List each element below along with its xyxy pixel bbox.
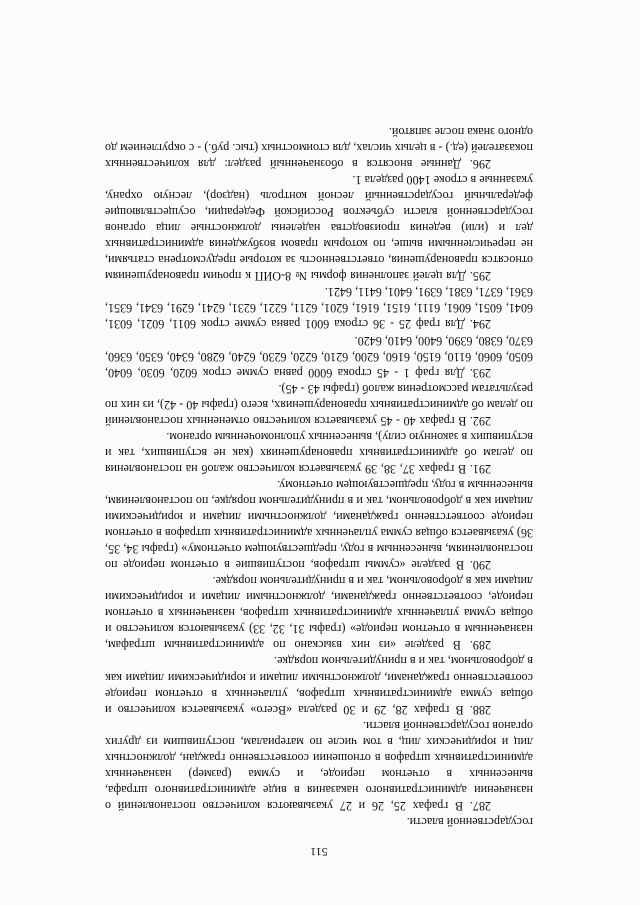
paragraph-287: 287. В графах 25, 26 и 27 указываются количество постановлений о назначении административного наказания в виде административного штрафа, вынесенных в отчетном периоде, и сумма (размер) назначенных административных штрафов в отношении соответственно граждан, должностных лиц и юридических лиц, в том числе по материалам, поступившим из других органов государственной власти. bbox=[105, 718, 533, 813]
document-body bbox=[105, 124, 533, 860]
paragraph-296: 296. Данные вносятся в обозначенный раздел: для количественных показателей (ед.) - в целых числах, для стоимостных (тыс. руб.) - с округлением до одного знака после запятой. bbox=[105, 124, 533, 172]
paragraph-295: 295. Для целей заполнения формы № 8-ОИП к прочим правонарушениям относятся правонарушения, ответственность за которые предусмотрена статьями, не перечисленными выше, по которым правом возбуждения административных дел и (или) ведения производства наделены должностные лица органов государственной власти субъектов Российской Федерации, осуществляющие федеральный государственный лесной контроль (надзор), лесную охрану, указанные в строке 1400 раздела 1. bbox=[105, 173, 533, 284]
paragraph-291: 291. В графах 37, 38, 39 указывается количество жалоб на постановления по делам об административных правонарушениях (как не вступивших, так и вступивших в законную силу), вынесенных уполномоченным органом. bbox=[105, 429, 533, 476]
paragraph-294: 294. Для граф 25 - 36 строка 6001 равна сумме строк 6011, 6021, 6031, 6041, 6051, 6061, 6111, 6151, 6161, 6201, 6211, 6221, 6231, 6241, 6291, 6341, 6351, 6361, 6371, 6381, 6391, 6401, 6411, 6421. bbox=[105, 285, 533, 332]
paragraph-290: 290. В разделе «суммы штрафов, поступившие в отчетном периоде по постановлениям, вынесенным в году, предшествующем отчетному» (графы 34, 35, 36) указывается общая сумма уплаченных административных штрафов в отчетном периоде соответственно гражданами, должностными лицами и юридическими лицами как в добровольном, так и в принудительном порядке, по постановлениям, вынесенным в году, предшествующем отчетному. bbox=[105, 477, 533, 573]
paragraph-293: 293. Для граф 1 - 45 строка 6000 равна сумме строк 6020, 6030, 6040, 6050, 6060, 6110, 6150, 6160, 6200, 6210, 6220, 6230, 6240, 6280, 6340, 6350, 6360, 6370, 6380, 6390, 6400, 6410, 6420. bbox=[105, 333, 533, 380]
page-number: 511 bbox=[310, 845, 328, 859]
paragraph-288: 288. В графах 28, 29 и 30 раздела «Всего» указывается количество и общая сумма административных штрафов, уплаченных в отчетном периоде соответственно гражданами, должностными лицами и юридическими лицами как в добровольном, так и в принудительном порядке. bbox=[105, 654, 533, 717]
paragraph-289: 289. В разделе «из них взыскано по административным штрафам, назначенным в отчетном периоде» (графы 31, 32, 33) указываются количество и общая сумма уплаченных административных штрафов, назначенных в отчетном периоде, соответственно гражданами, должностными лицами и юридическими лицами как в добровольном, так и в принудительном порядке. bbox=[105, 574, 533, 653]
paragraph-292: 292. В графах 40 - 45 указывается количество отмененных постановлений по делам об административных правонарушениях, всего (графы 40 - 42), из них по результатам рассмотрения жалоб (графы 43 - 45). bbox=[105, 381, 533, 428]
continued-text: государственной власти. bbox=[406, 814, 533, 829]
